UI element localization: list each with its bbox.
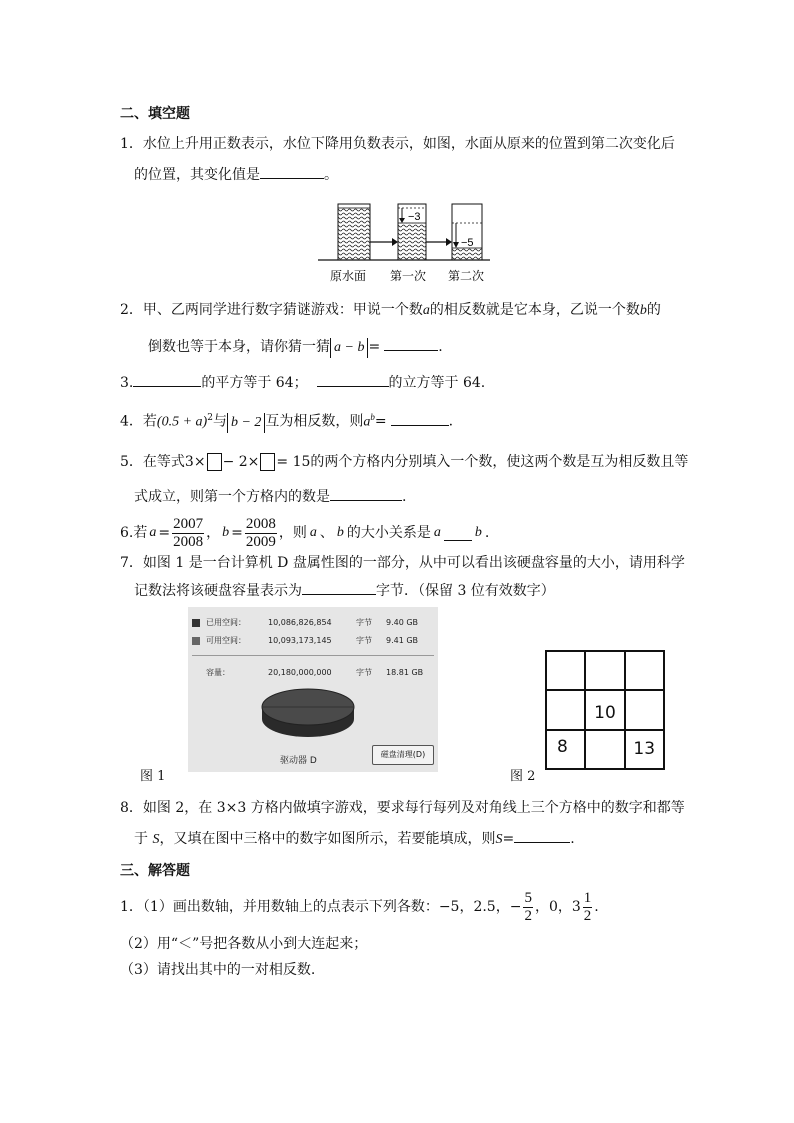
grid-cell[interactable]: 13: [625, 730, 664, 769]
fraction-5-2: $\frac{5}{2}$: [524, 889, 532, 924]
q5-box-1[interactable]: [207, 453, 222, 471]
free-space-row: 可用空间： 10,093,173,145 字节 9.41 GB: [192, 635, 418, 646]
grid-cell[interactable]: [585, 730, 624, 769]
grid-cell[interactable]: [625, 651, 664, 690]
diagram-label-second: 第二次: [448, 269, 485, 283]
q6-answer-blank[interactable]: [444, 526, 472, 541]
grid-cell[interactable]: [585, 651, 624, 690]
q4-line: 4．若$(0.5 + a)^2$与 b − 2 互为相反数，则$a^b=$ .: [120, 407, 453, 433]
figure1-caption: 图 1: [140, 769, 166, 784]
disk-pie-icon: [258, 685, 358, 743]
fraction-2007-2008: $\frac{2007}{2008}$: [173, 515, 204, 550]
q2-line1: 2．甲、乙两同学进行数字猜谜游戏：甲说一个数a的相反数就是它本身，乙说一个数b的: [120, 302, 661, 318]
q2-line2: 倒数也等于本身，请你猜一猜 a − b = .: [148, 336, 443, 358]
q5-line1: 5．在等式3× − 2× = 15的两个方格内分别填入一个数，使这两个数是互为相反数且等: [120, 454, 689, 470]
s3-q3-line: （3）请找出其中的一对相反数.: [120, 962, 316, 978]
q7-line1: 7．如图 1 是一台计算机 D 盘属性图的一部分，从中可以看出该硬盘容量的大小，请用科学: [120, 555, 685, 571]
q5-answer-blank[interactable]: [330, 486, 402, 501]
grid-cell[interactable]: 10: [585, 690, 624, 729]
q3-line: 3. 的平方等于 64； 的立方等于 64.: [120, 372, 485, 393]
change1-label: −3: [408, 211, 421, 223]
magic-square-grid: [545, 650, 665, 770]
diagram-label-first: 第一次: [390, 269, 427, 283]
grid-cell[interactable]: [625, 690, 664, 729]
fraction-1-2: $\frac{1}{2}$: [583, 889, 592, 924]
section-title-solve: 三、解答题: [120, 863, 190, 879]
free-color-swatch: [192, 637, 200, 645]
q1-line2: 的位置，其变化值是 。: [134, 164, 338, 185]
q8-answer-blank[interactable]: [514, 828, 570, 843]
disk-cleanup-button[interactable]: 磁盘清理(D): [372, 745, 434, 765]
s3-q1-line: 1．（1）画出数轴，并用数轴上的点表示下列各数：−5，2.5，− $\frac{5}{2}$ ，0，3 $\frac{1}{2}$ .: [120, 889, 599, 924]
q4-answer-blank[interactable]: [391, 411, 449, 426]
figure2-caption: 图 2: [510, 769, 536, 784]
capacity-row: 容量： 20,180,000,000 字节 18.81 GB: [206, 668, 424, 677]
q3-blank-1[interactable]: [133, 372, 201, 387]
grid-cell[interactable]: [546, 651, 585, 690]
q5-box-2[interactable]: [260, 453, 275, 471]
fraction-2008-2009: $\frac{2008}{2009}$: [245, 515, 276, 550]
water-level-diagram: [318, 196, 490, 288]
q1-answer-blank[interactable]: [260, 164, 324, 179]
abs-expression: a − b: [330, 338, 368, 358]
q5-line2: 式成立，则第一个方格内的数是 .: [134, 486, 406, 507]
s3-q2-line: （2）用“＜”号把各数从小到大连起来；: [120, 936, 368, 952]
q8-line2: 于 S，又填在图中三格中的数字如图所示，若要能填成，则S= .: [134, 828, 575, 850]
q1-line1: 1．水位上升用正数表示，水位下降用负数表示，如图，水面从原来的位置到第二次变化后: [120, 136, 675, 152]
q7-answer-blank[interactable]: [302, 580, 376, 595]
q8-line1: 8．如图 2，在 3×3 方格内做填字游戏，要求每行每列及对角线上三个方格中的数字和都等: [120, 800, 685, 816]
grid-cell[interactable]: 8: [546, 730, 585, 769]
q2-answer-blank[interactable]: [384, 336, 438, 351]
drive-label: 驱动器 D: [280, 756, 317, 766]
diagram-label-original: 原水面: [330, 269, 367, 283]
q7-line2: 记数法将该硬盘容量表示为 字节．（保留 3 位有效数字）: [134, 580, 555, 601]
used-color-swatch: [192, 619, 200, 627]
used-space-row: 已用空间： 10,086,826,854 字节 9.40 GB: [192, 617, 418, 628]
section-title-fill-blank: 二、填空题: [120, 106, 190, 122]
grid-cell[interactable]: [546, 690, 585, 729]
q3-blank-2[interactable]: [317, 372, 389, 387]
q6-line: 6.若 a = $\frac{2007}{2008}$ ， b = $\frac{2008}{2009}$ ，则 a 、 b 的大小关系是 a b .: [120, 515, 490, 550]
change2-label: −5: [461, 237, 474, 249]
